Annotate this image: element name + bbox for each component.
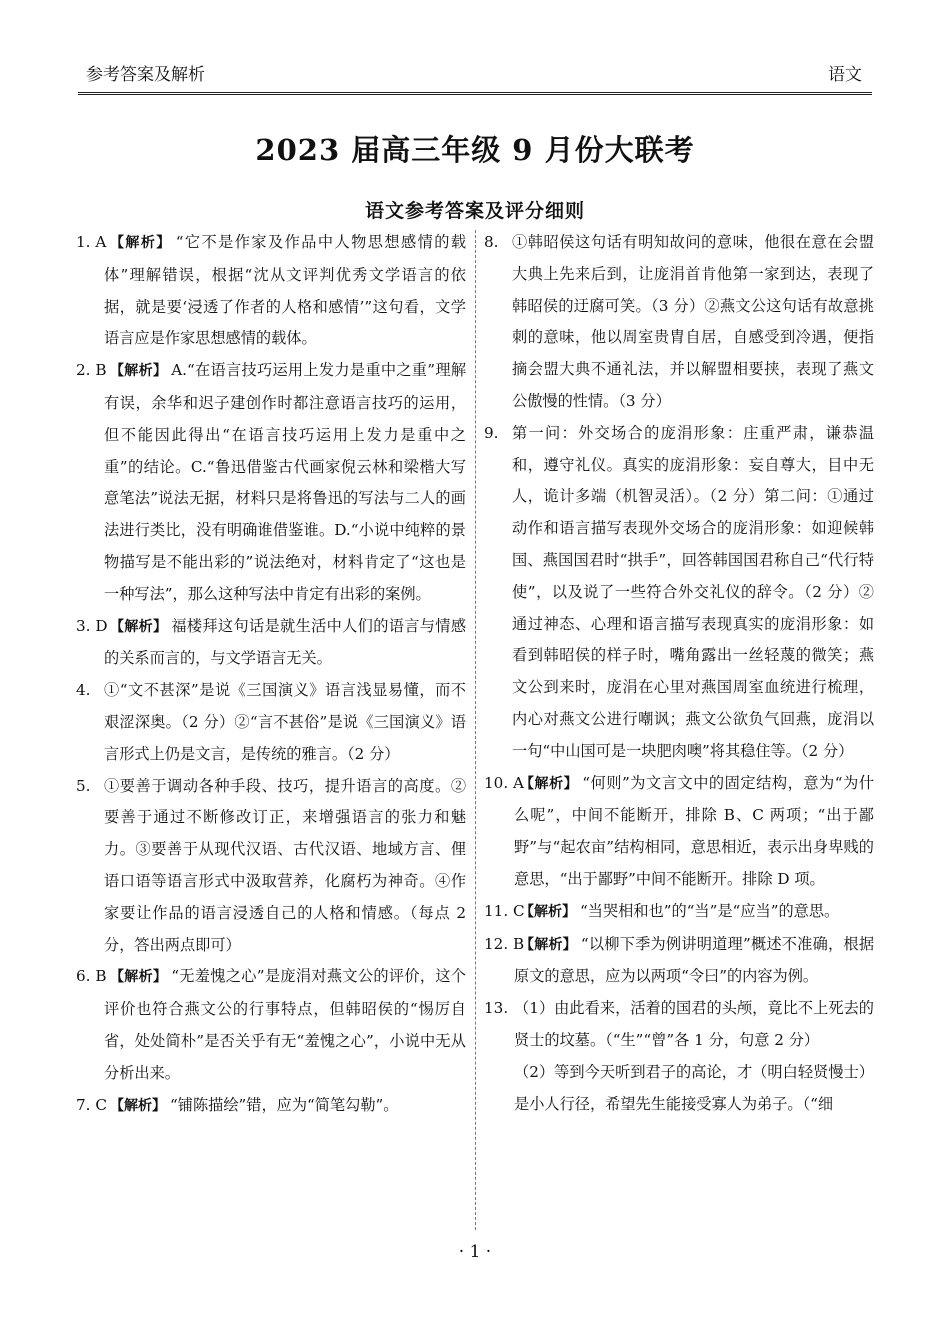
answer-number: 11. C [484, 901, 525, 920]
right-column [484, 227, 874, 1120]
left-column [76, 227, 466, 1122]
answer-item-4 [76, 675, 466, 770]
answer-item-12 [484, 929, 874, 994]
answer-item-11 [484, 896, 874, 929]
answer-number: 5. [76, 776, 96, 795]
header-subject-label: 语文 [828, 65, 862, 85]
answer-number: 1. A [76, 233, 107, 251]
answer-text: （1）由此看来，活着的国君的头颅，竟比不上死去的贤士的坟墓。（“生”“曾”各 1 分，句意 2 分） [514, 999, 874, 1049]
analysis-tag: 【解析】 [110, 618, 168, 635]
page-subtitle: 语文参考答案及评分细则 [364, 200, 585, 222]
answer-item-5 [76, 771, 466, 962]
answer-number: 2. B [76, 361, 107, 380]
answer-item-8 [484, 227, 874, 418]
answer-text: “铺陈描绘”错，应为“简笔勾勒”。 [170, 1095, 399, 1114]
answer-text: A.“在语言技巧运用上发力是重中之重”理解有误，余华和迟子建创作时都注意语言技巧的运用，但不能因此得出“在语言技巧运用上发力是重中之重”的结论。C.“鲁迅借鉴古代画家倪云林和梁楷大写意笔法”说法无据，材料只是将鲁迅的写法与二人的画法进行类比，没有明确谁借鉴谁。D.“小说中纯粹的景物描写是不能出彩的”说法绝对，材料肯定了“这也是一种写法”，那么这种写法中肯定有出彩的案例。 [104, 361, 467, 603]
analysis-tag: 【解析】 [110, 1097, 166, 1114]
column-divider [475, 230, 476, 1230]
answer-text: “无羞愧之心”是庞涓对燕文公的评价，这个评价也符合燕文公的行事特点，但韩昭侯的“惕厉自省，处处简朴”是否关乎有无“羞愧之心”，小说中无从分析出来。 [104, 967, 466, 1082]
answer-item-1 [76, 227, 466, 355]
answer-item-2 [76, 355, 466, 610]
analysis-tag: 【解析】 [110, 363, 168, 380]
answer-number: 10. A [484, 773, 524, 792]
analysis-tag: 【解析】 [520, 903, 576, 920]
analysis-tag: 【解析】 [520, 775, 579, 792]
answer-number: 8. [484, 233, 504, 251]
answer-text: ①韩昭侯这句话有明知故问的意味，他很在意在会盟大典上先来后到，让庞涓首肯他第一家到达，表现了韩昭侯的迂腐可笑。（3 分）②燕文公这句话有故意挑刺的意味，他以周室贵胄自居，自感受到冷遇，便指摘会盟大典不通礼法，并以解盟相要挟，表现了燕文公傲慢的性情。（3 分） [512, 233, 874, 410]
answer-number: 7. C [76, 1095, 107, 1114]
answer-number: 6. B [76, 967, 107, 986]
header-left-label: 参考答案及解析 [86, 65, 205, 85]
answer-text: “它不是作家及作品中人物思想感情的载体”理解错误，根据“沈从文评判优秀文学语言的依据，就是要‘浸透了作者的人格和感情’”这句看，文学语言应是作家思想感情的载体。 [104, 233, 467, 348]
answer-item-10 [484, 768, 874, 896]
answer-text: “何则”为文言文中的固定结构，意为“为什么呢”，中间不能断开，排除 B、C 两项；“出于鄙野”与“起农亩”结构相同，意思相近，表示出身卑贱的意思，“出于鄙野”中间不能断开。排除 D 项。 [514, 773, 875, 888]
answer-item-6 [76, 961, 466, 1089]
answer-item-13 [484, 993, 874, 1057]
answer-number: 4. [76, 681, 96, 700]
answer-text: 第一问：外交场合的庞涓形象：庄重严肃，谦恭温和，遵守礼仪。真实的庞涓形象：妄自尊大，目中无人，诡计多端（机智灵活）。（2 分）第二问：①通过动作和语言描写表现外交场合的庞涓形象：如迎候韩国、燕国国君时“拱手”，回答韩国国君称自己“代行特使”，以及说了一些符合外交礼仪的辞令。（2 分）②通过神态、心理和语言描写表现真实的庞涓形象：如看到韩昭侯的样子时，嘴角露出一丝轻蔑的微笑；燕文公到来时，庞涓在心里对燕国周室血统进行梳理，内心对燕文公进行嘲讽；燕文公欲负气回燕，庞涓以一句“中山国可是一块肥肉噢”将其稳住等。（2 分） [512, 423, 874, 760]
page-number: · 1 · [458, 1242, 492, 1262]
answer-number: 9. [484, 423, 504, 442]
answer-text: “当哭相和也”的“当”是“应当”的意思。 [580, 901, 840, 920]
answer-text: ①要善于调动各种手段、技巧，提升语言的高度。②要善于通过不断修改订正，来增强语言的张力和魅力。③要善于从现代汉语、古代汉语、地域方言、俚语口语等语言形式中汲取营养，化腐朽为神奇。④作家要让作品的语言浸透自己的人格和情感。（每点 2 分，答出两点即可） [104, 776, 466, 954]
answer-number: 12. B [484, 934, 525, 953]
answer-text: ①“文不甚深”是说《三国演义》语言浅显易懂，而不艰涩深奥。（2 分）②“言不甚俗”是说《三国演义》语言形式上仍是文言，是传统的雅言。（2 分） [104, 681, 466, 763]
answer-13-part-2: （2）等到今天听到君子的高论，才（明白轻贤慢士）是小人行径，希望先生能接受寡人为弟子。（“细 [514, 1062, 874, 1113]
page-header [78, 58, 872, 95]
answer-text: 福楼拜这句话是就生活中人们的语言与情感的关系而言的，与文学语言无关。 [104, 616, 467, 668]
answer-item-3 [76, 611, 466, 676]
answer-item-7 [76, 1090, 466, 1123]
analysis-tag: 【解析】 [110, 235, 172, 251]
answer-text: “以柳下季为例讲明道理”概述不准确，根据原文的意思，应为以两项“令曰”的内容为例。 [514, 934, 875, 986]
page-title: 2023 届高三年级 9 月份大联考 [255, 133, 695, 167]
analysis-tag: 【解析】 [520, 936, 577, 953]
answer-item-9 [484, 418, 874, 768]
analysis-tag: 【解析】 [110, 969, 168, 986]
answer-number: 13. [484, 999, 513, 1018]
answer-number: 3. D [76, 616, 108, 635]
